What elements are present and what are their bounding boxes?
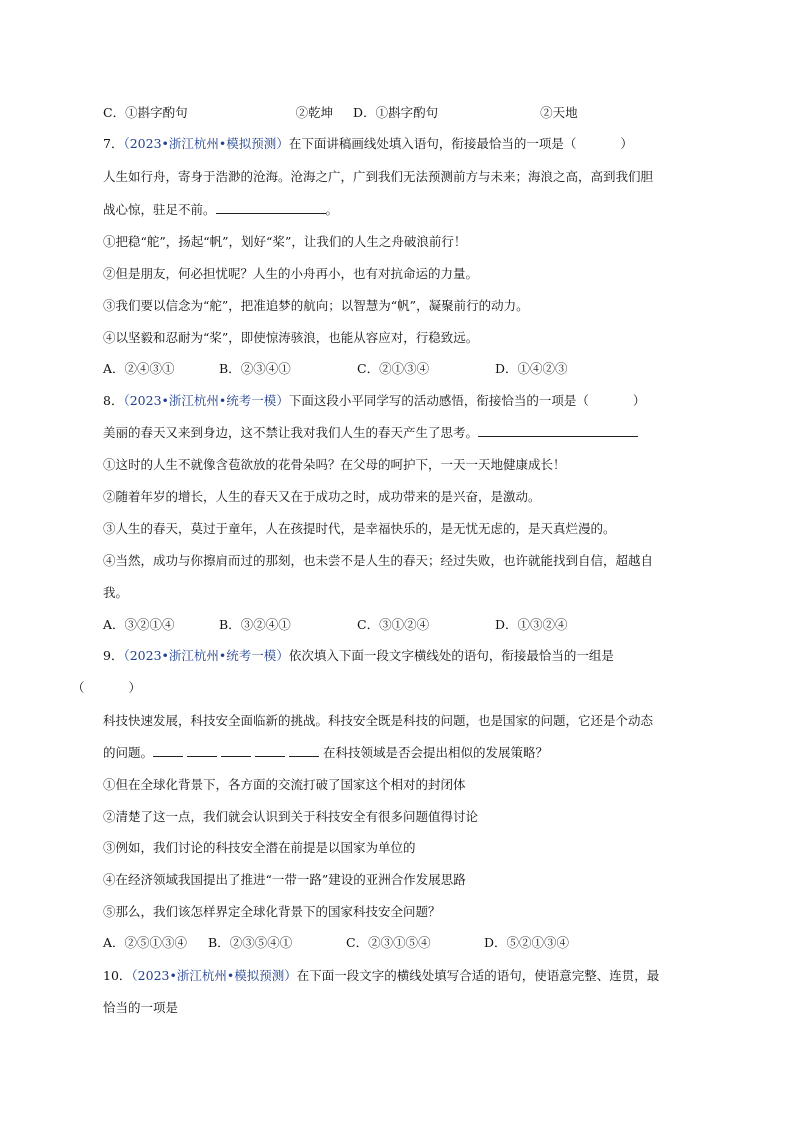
q6-option-c-text2: ②乾坤 bbox=[295, 105, 334, 120]
q7-passage-line2: 战心惊，驻足不前。 。 bbox=[103, 202, 339, 217]
q9-blank-2[interactable] bbox=[187, 755, 217, 757]
q8-answer-blank[interactable] bbox=[478, 435, 638, 437]
q9-blank-3[interactable] bbox=[221, 755, 251, 757]
q8-option-b[interactable]: B．③②④① bbox=[219, 617, 291, 632]
q8-option-d[interactable]: D．①③②④ bbox=[495, 617, 568, 632]
q7-item-4: ④以坚毅和忍耐为“桨”，即使惊涛骇浪，也能从容应对，行稳致远。 bbox=[103, 330, 479, 345]
q9-number: 9． bbox=[103, 648, 124, 663]
q6-option-c-label: C． bbox=[103, 105, 126, 120]
q7-options bbox=[103, 359, 568, 377]
q8-item-4-cont: 我。 bbox=[103, 585, 129, 600]
q6-option-c-text: ①斟字酌句 bbox=[125, 105, 188, 120]
q9-options bbox=[103, 933, 569, 951]
q9-blank-1[interactable] bbox=[153, 755, 183, 757]
q7-option-b[interactable]: B．②③④① bbox=[219, 361, 291, 376]
q9-paren: （ ） bbox=[72, 680, 142, 695]
q9-source: （2023•浙江杭州•统考一模） bbox=[123, 648, 289, 663]
q7-item-1: ①把稳“舵”，扬起“帆”，划好“桨”，让我们的人生之舟破浪前行！ bbox=[103, 234, 467, 249]
q8-stem: 下面这段小平同学写的活动感悟，衔接恰当的一项是（ bbox=[288, 393, 589, 408]
q8-passage-line1: 美丽的春天又来到身边，这不禁让我对我们人生的春天产生了思考。 bbox=[103, 423, 638, 441]
q6-option-d-text2: ②天地 bbox=[540, 105, 578, 120]
q6-options-line bbox=[103, 103, 578, 121]
q10-stem: 在下面一段文字的横线处填写合适的语句，使语意完整、连贯，最 bbox=[296, 968, 660, 983]
q9-header bbox=[103, 646, 614, 664]
q9-item-2: ②清楚了这一点，我们就会认识到关于科技安全有很多问题值得讨论 bbox=[103, 809, 479, 824]
q8-item-2: ②随着年岁的增长，人生的春天又在于成功之时，成功带来的是兴奋，是激动。 bbox=[103, 489, 541, 504]
q9-option-b[interactable]: B．②③⑤④① bbox=[208, 935, 293, 950]
q9-passage-line2: 的问题。 在科技领域是否会提出相似的发展策略？ bbox=[103, 745, 548, 760]
q8-source: （2023•浙江杭州•统考一模） bbox=[123, 393, 289, 408]
q7-option-c[interactable]: C．②①③④ bbox=[357, 361, 430, 376]
q6-option-d-text: ①斟字酌句 bbox=[375, 105, 439, 120]
q9-passage-line1: 科技快速发展，科技安全面临新的挑战。科技安全既是科技的问题，也是国家的问题，它还是个动态 bbox=[103, 713, 654, 728]
q8-number: 8． bbox=[103, 393, 124, 408]
q7-number: 7． bbox=[103, 136, 124, 151]
q10-number: 10． bbox=[103, 968, 132, 983]
q10-stem-cont: 恰当的一项是 bbox=[103, 1000, 179, 1015]
q9-item-5: ⑤那么，我们该怎样界定全球化背景下的国家科技安全问题？ bbox=[103, 904, 441, 919]
q9-item-4: ④在经济领域我国提出了推进“一带一路”建设的亚洲合作发展思路 bbox=[103, 872, 466, 887]
q9-option-c[interactable]: C．②③①⑤④ bbox=[346, 935, 431, 950]
q7-option-a[interactable]: A．②④③① bbox=[103, 361, 175, 376]
q7-stem: 在下面讲稿画线处填入语句，衔接最恰当的一项是（ bbox=[288, 136, 577, 151]
q8-option-a[interactable]: A．③②①④ bbox=[103, 617, 175, 632]
q7-answer-blank[interactable] bbox=[216, 212, 326, 214]
q9-item-3: ③例如，我们讨论的科技安全潜在前提是以国家为单位的 bbox=[103, 840, 416, 855]
q7-item-2: ②但是朋友，何必担忧呢？人生的小舟再小，也有对抗命运的力量。 bbox=[103, 266, 479, 281]
q7-option-d[interactable]: D．①④②③ bbox=[495, 361, 568, 376]
q8-options bbox=[103, 615, 568, 633]
q9-blank-5[interactable] bbox=[289, 755, 319, 757]
q8-option-c[interactable]: C．③①②④ bbox=[357, 617, 430, 632]
q10-source: （2023•浙江杭州•模拟预测） bbox=[131, 968, 297, 983]
q8-item-3: ③人生的春天，莫过于童年，人在孩提时代，是幸福快乐的，是无忧无虑的，是天真烂漫的。 bbox=[103, 521, 616, 536]
q6-option-d-label: D． bbox=[353, 105, 376, 120]
q10-header bbox=[103, 966, 659, 984]
q8-item-1: ①这时的人生不就像含苞欲放的花骨朵吗？在父母的呵护下，一天一天地健康成长！ bbox=[103, 457, 566, 472]
q9-stem: 依次填入下面一段文字横线处的语句，衔接最恰当的一组是 bbox=[288, 648, 614, 663]
q7-item-3: ③我们要以信念为“舵”，把准追梦的航向；以智慧为“帆”，凝聚前行的动力。 bbox=[103, 298, 529, 313]
q7-header bbox=[103, 134, 633, 152]
q9-item-1: ①但在全球化背景下，各方面的交流打破了国家这个相对的封闭体 bbox=[103, 777, 466, 792]
q8-paren-close: ） bbox=[632, 393, 646, 408]
q9-option-a[interactable]: A．②⑤①③④ bbox=[103, 935, 188, 950]
q8-header bbox=[103, 391, 645, 409]
q7-paren-close: ） bbox=[620, 136, 633, 151]
q9-blank-4[interactable] bbox=[255, 755, 285, 757]
q7-passage-line1: 人生如行舟，寄身于浩渺的沧海。沧海之广，广到我们无法预测前方与未来；海浪之高，高到我们胆 bbox=[103, 169, 654, 184]
q7-source: （2023•浙江杭州•模拟预测） bbox=[123, 136, 289, 151]
q9-option-d[interactable]: D．⑤②①③④ bbox=[484, 935, 570, 950]
q8-item-4: ④当然，成功与你擦肩而过的那刻，也未尝不是人生的春天；经过失败，也许就能找到自信，超越自 bbox=[103, 553, 654, 568]
